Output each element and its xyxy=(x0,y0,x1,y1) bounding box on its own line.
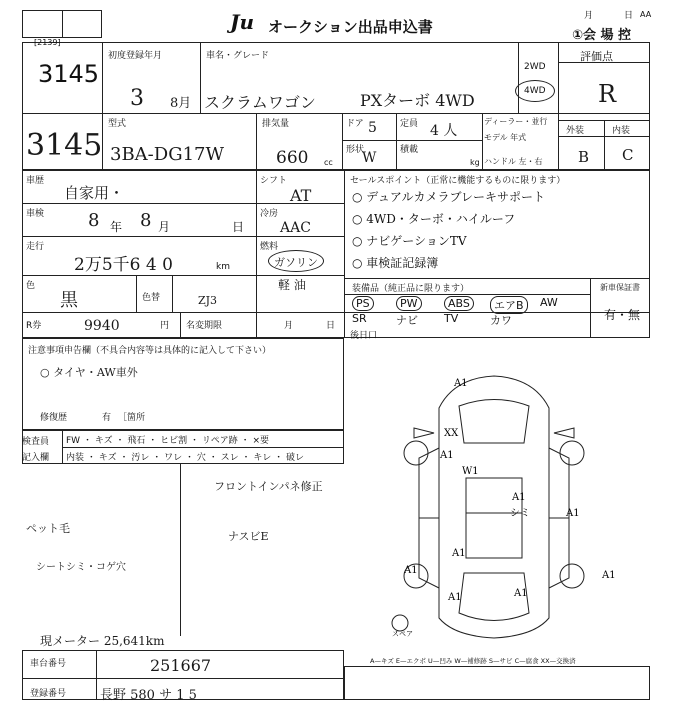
first-reg-month: 8月 xyxy=(170,96,192,111)
mileage-value: 2万5千6 4 0 xyxy=(74,255,173,275)
capacity-value: 4 人 xyxy=(430,123,458,139)
reg-no-value: 長野 580 サ 1 5 xyxy=(100,688,197,703)
equipment-label: 装備品（純正品に限ります） xyxy=(352,284,470,294)
handle-label: ハンドル 左・右 xyxy=(484,157,543,166)
shaken-day-unit: 日 xyxy=(232,220,245,234)
prev-owner-label: 後日口 xyxy=(350,331,378,341)
aircon-label: 冷房 xyxy=(260,209,279,219)
sales-point-item: ○ 車検証記録簿 xyxy=(352,256,439,270)
notes-value: ○ タイヤ・AW車外 xyxy=(40,366,138,379)
r-ken-label: R券 xyxy=(26,321,42,331)
inspector-label: 検査員 xyxy=(22,437,50,447)
doors-value: 5 xyxy=(368,120,377,136)
damage-mark: A1 xyxy=(602,570,616,581)
remark-3: ナスビE xyxy=(228,530,269,543)
fuel-label: 燃料 xyxy=(260,242,279,252)
km-unit: km xyxy=(216,262,230,272)
damage-mark: A1 xyxy=(512,492,526,503)
shaken-label: 車検 xyxy=(26,209,45,219)
inspection-item: リペア跡 xyxy=(201,436,238,446)
interior-value: C xyxy=(622,146,634,164)
damage-mark: A1 xyxy=(454,378,468,389)
damage-mark: スペア xyxy=(392,630,413,638)
car-name-label: 車名・グレード xyxy=(206,51,270,61)
color-label: 色 xyxy=(26,281,36,291)
equipment-item: ナビ xyxy=(396,314,418,327)
fuel-gas: ガソリン xyxy=(274,256,318,269)
inspection-item: 内装 xyxy=(66,453,85,463)
sales-point-item: ○ ナビゲーションTV xyxy=(352,234,467,248)
grade-value: PXターボ 4WD xyxy=(360,91,475,110)
two-wd-label: 2WD xyxy=(524,62,546,72)
rating-label: 評価点 xyxy=(580,50,613,63)
color-no-label: 色替 xyxy=(142,293,161,303)
equipment-item: TV xyxy=(444,312,459,325)
damage-mark: シミ xyxy=(510,508,530,519)
equipment-item: エアB xyxy=(490,296,528,314)
inspection-item: スレ xyxy=(220,453,239,463)
equipment-item: カワ xyxy=(490,314,512,327)
sales-points-label: セールスポイント（正常に機能するものに限ります） xyxy=(350,176,566,186)
shape-value: W xyxy=(362,150,377,166)
remark-4: シートシミ・コゲ穴 xyxy=(36,562,126,573)
damage-mark: W1 xyxy=(462,466,479,477)
model-value: 3BA-DG17W xyxy=(110,144,224,165)
recorder-label: 記入欄 xyxy=(22,453,50,463)
meigi-day: 日 xyxy=(326,321,336,331)
repair-has: 有 xyxy=(102,413,112,423)
displacement-label: 排気量 xyxy=(262,119,290,129)
damage-mark: A1 xyxy=(566,508,580,519)
load-label: 積載 xyxy=(400,145,419,155)
inspection-row-1: FW ・ キズ ・ 飛石 ・ ヒビ割 ・ リペア跡 ・ ×要 xyxy=(66,436,269,446)
car-no-value: 251667 xyxy=(150,656,212,675)
date-suffix: AA xyxy=(640,10,652,19)
sales-point-item: ○ 4WD・ターボ・ハイルーフ xyxy=(352,212,516,226)
damage-mark: A1 xyxy=(452,548,466,559)
r-ken-value: 9940 xyxy=(84,318,120,334)
cc-unit: cc xyxy=(324,158,333,167)
shape-label: 形状 xyxy=(346,145,365,155)
interior-label: 内装 xyxy=(612,126,631,136)
shift-value: AT xyxy=(290,186,312,205)
color-no-value: ZJ3 xyxy=(198,294,218,307)
lot-stamp: [2139] xyxy=(34,38,61,47)
car-name-value: スクラムワゴン xyxy=(204,93,316,112)
form-title: オークション出品申込書 xyxy=(268,18,433,36)
warranty-choice: 有・無 xyxy=(604,308,641,322)
exterior-label: 外装 xyxy=(566,126,585,136)
rating-value: R xyxy=(598,80,617,108)
inspection-item: キレ xyxy=(253,453,272,463)
venue-copy-label: ①会 場 控 xyxy=(572,28,632,43)
capacity-label: 定員 xyxy=(400,119,419,129)
first-reg-year: 3 xyxy=(130,86,144,111)
exterior-value: B xyxy=(578,148,590,166)
aircon-value: AAC xyxy=(280,220,311,236)
inspection-item: ×要 xyxy=(252,436,269,446)
damage-legend: A—キズ E—エクボ U—凹み W—補修跡 S—サビ C—腐食 XX—交換済 xyxy=(370,657,576,665)
mileage-label: 走行 xyxy=(26,242,45,252)
history-label: 車歴 xyxy=(26,176,45,186)
sales-point-item: ○ デュアルカメラブレーキサポート xyxy=(352,190,545,204)
date-day-label: 日 xyxy=(624,11,634,21)
meigi-label: 名変期限 xyxy=(186,321,223,331)
ju-logo: Ju xyxy=(230,10,255,34)
model-label: 型式 xyxy=(108,119,127,129)
repair-label: 修復歴 xyxy=(40,413,68,423)
equipment-item: ABS xyxy=(444,296,474,311)
shaken-year-unit: 年 xyxy=(110,220,123,234)
date-month-label: 月 xyxy=(584,11,594,21)
bottom-right-box xyxy=(344,666,650,700)
equipment-item: PW xyxy=(396,296,422,311)
remark-2: ペット毛 xyxy=(26,522,70,535)
notes-label: 注意事項申告欄（不具合内容等は具体的に記入して下さい） xyxy=(28,346,272,356)
shaken-month-unit: 月 xyxy=(158,220,171,234)
inspection-item: 破レ xyxy=(285,453,304,463)
damage-mark: XX xyxy=(444,428,459,439)
meter-note: 現メーター 25,641km xyxy=(40,634,165,648)
car-damage-diagram xyxy=(344,338,650,650)
yen-unit: 円 xyxy=(160,321,170,331)
dealer-label: ディーラー・並行 xyxy=(484,117,548,126)
repair-place: ［箇所 xyxy=(118,413,146,423)
inspection-item: FW xyxy=(66,436,81,446)
equipment-item: SR xyxy=(352,312,367,325)
inspection-item: ヒビ割 xyxy=(160,436,188,446)
doors-label: ドア xyxy=(346,119,364,129)
inspection-item: 飛石 xyxy=(127,436,146,446)
color-value: 黒 xyxy=(60,290,78,311)
damage-mark: A1 xyxy=(514,588,528,599)
displacement-value: 660 xyxy=(276,148,309,168)
car-no-label: 車台番号 xyxy=(30,659,67,669)
reg-no-label: 登録番号 xyxy=(30,689,67,699)
lot-number: 3145 xyxy=(38,60,100,88)
equipment-item: PS xyxy=(352,296,374,311)
fuel-diesel: 軽 油 xyxy=(278,278,306,292)
meigi-month: 月 xyxy=(284,321,294,331)
inspection-item: キズ xyxy=(98,453,117,463)
inspection-item: キズ xyxy=(94,436,113,446)
lot-number-handwritten: 3145 xyxy=(26,128,103,163)
shift-label: シフト xyxy=(260,176,288,186)
inspection-item: 穴 xyxy=(196,453,206,463)
damage-mark: A1 xyxy=(448,592,462,603)
history-value: 自家用・ xyxy=(64,184,125,202)
inspection-item: 汚レ xyxy=(131,453,150,463)
damage-mark: A1 xyxy=(404,565,418,576)
inspection-item: ワレ xyxy=(164,453,183,463)
shaken-month: 8 xyxy=(140,210,152,231)
damage-mark: A1 xyxy=(440,450,454,461)
inspection-row-2: 内装 ・ キズ ・ 汚レ ・ ワレ ・ 穴 ・ スレ ・ キレ ・ 破レ xyxy=(66,453,304,463)
four-wd-label: 4WD xyxy=(524,86,546,96)
kg-unit: kg xyxy=(470,158,480,167)
remark-1: フロントインパネ修正 xyxy=(214,480,323,493)
shaken-year: 8 xyxy=(88,210,100,231)
warranty-label: 新車保証書 xyxy=(600,283,640,292)
first-reg-label: 初度登録年月 xyxy=(108,51,163,61)
equipment-item: AW xyxy=(540,296,558,309)
fuel-gas-circle xyxy=(268,250,324,272)
four-wd-circle xyxy=(515,80,555,102)
model-year-label: モデル 年式 xyxy=(484,133,527,142)
